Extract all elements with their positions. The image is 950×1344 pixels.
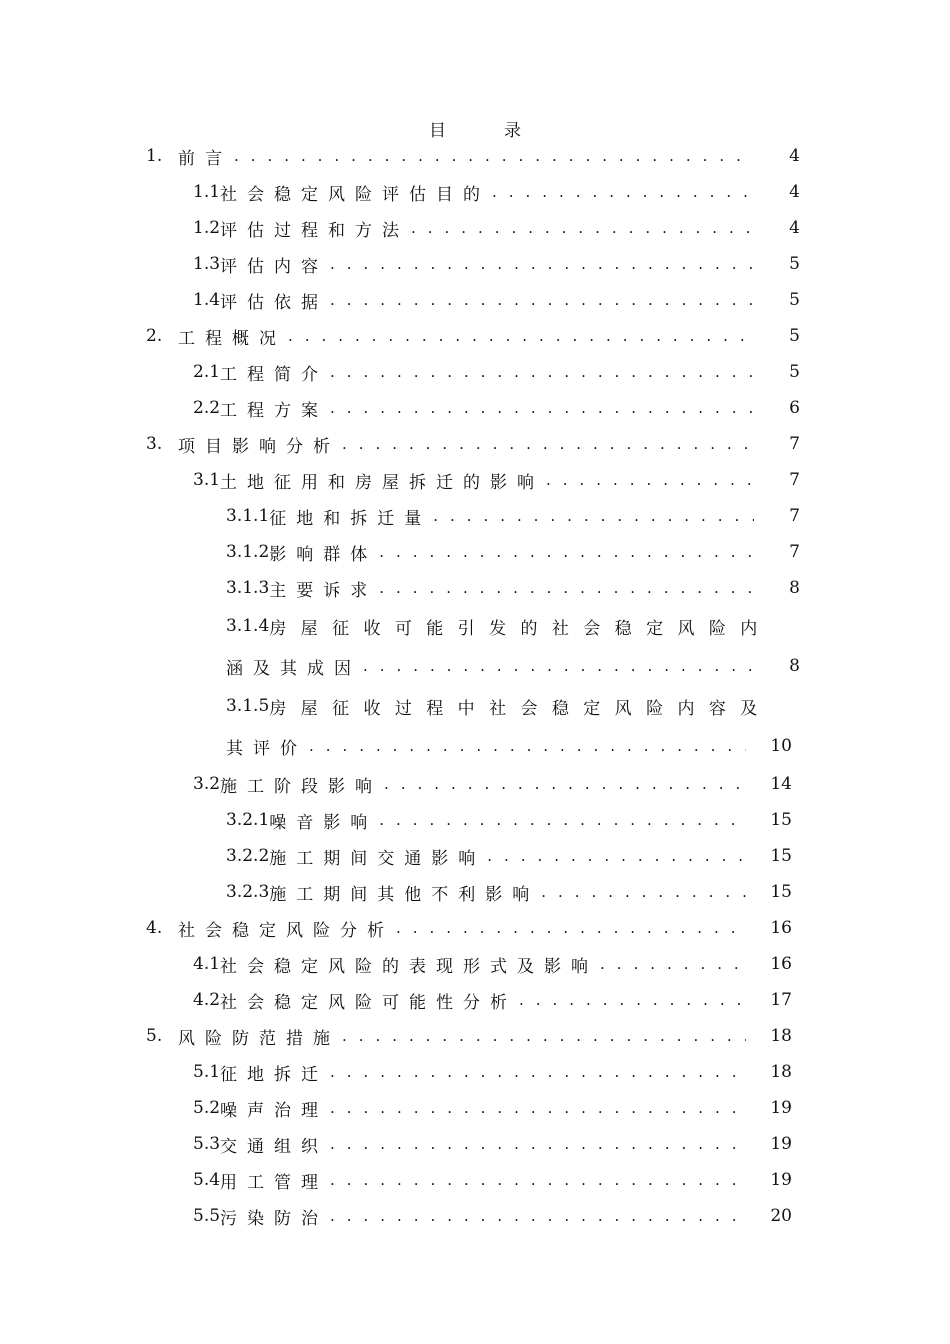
toc-entry[interactable]: [0, 210, 950, 246]
toc-entry-title: 影响群体: [269, 544, 378, 565]
toc-entry[interactable]: [0, 910, 950, 946]
toc-entry-number: 3.1.2: [226, 542, 270, 562]
toc-entry-title: 征地和拆迁量: [269, 508, 432, 529]
toc-leader-dots: [492, 183, 754, 201]
toc-entry-number: 4.2: [193, 990, 221, 1010]
toc-entry-title: 污染防治: [220, 1208, 329, 1229]
toc-entry-number: 5.2: [193, 1098, 221, 1118]
toc-entry[interactable]: [0, 1018, 950, 1054]
toc-entry[interactable]: [0, 534, 950, 570]
toc-leader-dots: [330, 1099, 746, 1117]
toc-entry-title: 征地拆迁: [220, 1064, 329, 1085]
toc-entry-number: 5.: [146, 1026, 163, 1046]
toc-leader-dots: [363, 657, 754, 675]
toc-entry[interactable]: [0, 686, 950, 726]
toc-entry-number: 3.1.3: [226, 578, 270, 598]
toc-entry[interactable]: [0, 838, 950, 874]
toc-entry[interactable]: [0, 570, 950, 606]
toc-leader-dots: [330, 399, 754, 417]
toc-entry-number: 3.2: [193, 774, 221, 794]
toc-entry-number: 5.5: [193, 1206, 221, 1226]
toc-leader-dots: [379, 579, 754, 597]
toc-entry-title: 主要诉求: [269, 580, 378, 601]
toc-leader-dots: [342, 1027, 746, 1045]
toc-entry-number: 3.2.2: [226, 846, 270, 866]
toc-page-number: 19: [770, 1098, 792, 1118]
toc-entry-title: 施工期间其他不利影响: [269, 884, 540, 905]
toc-page-number: 16: [770, 918, 792, 938]
toc-entry[interactable]: [0, 318, 950, 354]
toc-entry[interactable]: [0, 874, 950, 910]
toc-entry[interactable]: [0, 282, 950, 318]
toc-page-number: 16: [770, 954, 792, 974]
toc-page-number: 7: [789, 506, 800, 526]
toc-entry[interactable]: [0, 462, 950, 498]
toc-entry[interactable]: [0, 766, 950, 802]
toc-page-number: 5: [789, 254, 800, 274]
toc-entry-title: 项目影响分析: [178, 436, 340, 457]
toc-entry-number: 5.3: [193, 1134, 221, 1154]
toc-entry-number: 1.2: [193, 218, 221, 238]
toc-page-number: 15: [770, 882, 792, 902]
toc-entry-number: 2.1: [193, 362, 221, 382]
toc-leader-dots: [379, 543, 754, 561]
toc-leader-dots: [330, 1135, 746, 1153]
toc-entry[interactable]: [0, 354, 950, 390]
toc-leader-dots: [330, 1063, 746, 1081]
toc-page-number: 19: [770, 1134, 792, 1154]
toc-page-number: 17: [770, 990, 792, 1010]
toc-entry[interactable]: [0, 426, 950, 462]
toc-entry-number: 1.3: [193, 254, 221, 274]
toc-leader-dots: [288, 327, 754, 345]
toc-entry-title: 土地征用和房屋拆迁的影响: [220, 472, 545, 493]
toc-page-number: 7: [789, 434, 800, 454]
toc-entry-number: 3.2.3: [226, 882, 270, 902]
toc-page-number: 4: [789, 182, 800, 202]
toc-leader-dots: [330, 255, 754, 273]
toc-entry-title-continued: 其评价: [226, 738, 307, 759]
toc-title-char-2: 录: [504, 121, 521, 141]
toc-leader-dots: [396, 919, 746, 937]
toc-entry[interactable]: [0, 246, 950, 282]
toc-page-number: 18: [770, 1026, 792, 1046]
toc-entry-number: 3.: [146, 434, 163, 454]
toc-entry[interactable]: [0, 606, 950, 646]
toc-entry[interactable]: [0, 982, 950, 1018]
toc-page-number: 10: [770, 736, 792, 756]
toc-entry-title: 前言: [178, 148, 232, 169]
toc-entry-title: 房屋征收过程中社会稳定风险内容及: [269, 698, 772, 719]
toc-page-number: 5: [789, 362, 800, 382]
toc-entry-number: 2.: [146, 326, 163, 346]
toc-entry-title: 房屋征收可能引发的社会稳定风险内: [269, 618, 772, 639]
toc-leader-dots: [379, 811, 746, 829]
toc-entry-title: 评估过程和方法: [220, 220, 410, 241]
toc-entry[interactable]: [0, 138, 950, 174]
toc-leader-dots: [519, 991, 746, 1009]
toc-entry[interactable]: [0, 1162, 950, 1198]
toc-entry[interactable]: [0, 174, 950, 210]
toc-leader-dots: [384, 775, 746, 793]
toc-leader-dots: [600, 955, 746, 973]
toc-entry-title: 社会稳定风险分析: [178, 920, 394, 941]
toc-entry-number: 4.: [146, 918, 163, 938]
toc-leader-dots: [330, 1207, 746, 1225]
toc-entry-title: 噪音影响: [269, 812, 378, 833]
toc-page-number: 15: [770, 846, 792, 866]
toc-entry-title: 社会稳定风险评估目的: [220, 184, 491, 205]
toc-entry[interactable]: [0, 1090, 950, 1126]
toc-entry-number: 1.1: [193, 182, 221, 202]
toc-entry-number: 4.1: [193, 954, 221, 974]
toc-leader-dots: [411, 219, 754, 237]
toc-title-char-1: 目: [429, 121, 446, 141]
table-of-contents: [0, 138, 950, 1234]
toc-page-number: 7: [789, 470, 800, 490]
toc-entry-number: 5.1: [193, 1062, 221, 1082]
toc-entry-title: 施工期间交通影响: [269, 848, 486, 869]
toc-entry-title: 风险防范措施: [178, 1028, 340, 1049]
toc-leader-dots: [342, 435, 754, 453]
toc-leader-dots: [330, 291, 754, 309]
toc-entry-number: 1.4: [193, 290, 221, 310]
toc-page-number: 4: [789, 218, 800, 238]
toc-entry-title: 社会稳定风险可能性分析: [220, 992, 518, 1013]
toc-entry[interactable]: [0, 1054, 950, 1090]
toc-leader-dots: [541, 883, 746, 901]
toc-entry-title: 噪声治理: [220, 1100, 329, 1121]
toc-entry-title: 工程方案: [220, 400, 329, 421]
toc-entry[interactable]: [0, 802, 950, 838]
toc-entry-title: 用工管理: [220, 1172, 329, 1193]
toc-entry-number: 2.2: [193, 398, 221, 418]
toc-leader-dots: [487, 847, 746, 865]
toc-page-number: 14: [770, 774, 792, 794]
toc-leader-dots: [433, 507, 754, 525]
toc-page-number: 8: [789, 656, 800, 676]
toc-entry-number: 5.4: [193, 1170, 221, 1190]
toc-page-number: 5: [789, 326, 800, 346]
toc-entry-title-continued: 涵及其成因: [226, 658, 361, 679]
toc-page-number: 4: [789, 146, 800, 166]
toc-entry-continuation[interactable]: [0, 646, 950, 686]
toc-entry-title: 工程简介: [220, 364, 329, 385]
toc-entry-number: 3.1.1: [226, 506, 270, 526]
toc-page-number: 8: [789, 578, 800, 598]
toc-entry-title: 工程概况: [178, 328, 286, 349]
toc-entry-continuation[interactable]: [0, 726, 950, 766]
toc-entry-number: 3.1: [193, 470, 221, 490]
toc-entry[interactable]: [0, 1126, 950, 1162]
toc-entry-title: 评估依据: [220, 292, 329, 313]
toc-leader-dots: [330, 1171, 746, 1189]
toc-page-number: 19: [770, 1170, 792, 1190]
toc-leader-dots: [234, 147, 754, 165]
toc-entry[interactable]: [0, 946, 950, 982]
toc-entry-number: 1.: [146, 146, 163, 166]
toc-entry-number: 3.1.5: [226, 696, 270, 716]
toc-page-number: 20: [770, 1206, 792, 1226]
toc-page-number: 6: [789, 398, 800, 418]
toc-entry-number: 3.1.4: [226, 616, 270, 636]
toc-entry-title: 社会稳定风险的表现形式及影响: [220, 956, 599, 977]
toc-entry[interactable]: [0, 390, 950, 426]
toc-entry-title: 交通组织: [220, 1136, 329, 1157]
toc-entry[interactable]: [0, 1198, 950, 1234]
toc-entry-title: 施工阶段影响: [220, 776, 383, 797]
toc-page-number: 15: [770, 810, 792, 830]
toc-page-number: 18: [770, 1062, 792, 1082]
toc-entry[interactable]: [0, 498, 950, 534]
toc-page-number: 7: [789, 542, 800, 562]
toc-entry-number: 3.2.1: [226, 810, 270, 830]
toc-page-number: 5: [789, 290, 800, 310]
toc-entry-title: 评估内容: [220, 256, 329, 277]
toc-leader-dots: [330, 363, 754, 381]
toc-leader-dots: [309, 737, 746, 755]
toc-leader-dots: [546, 471, 754, 489]
